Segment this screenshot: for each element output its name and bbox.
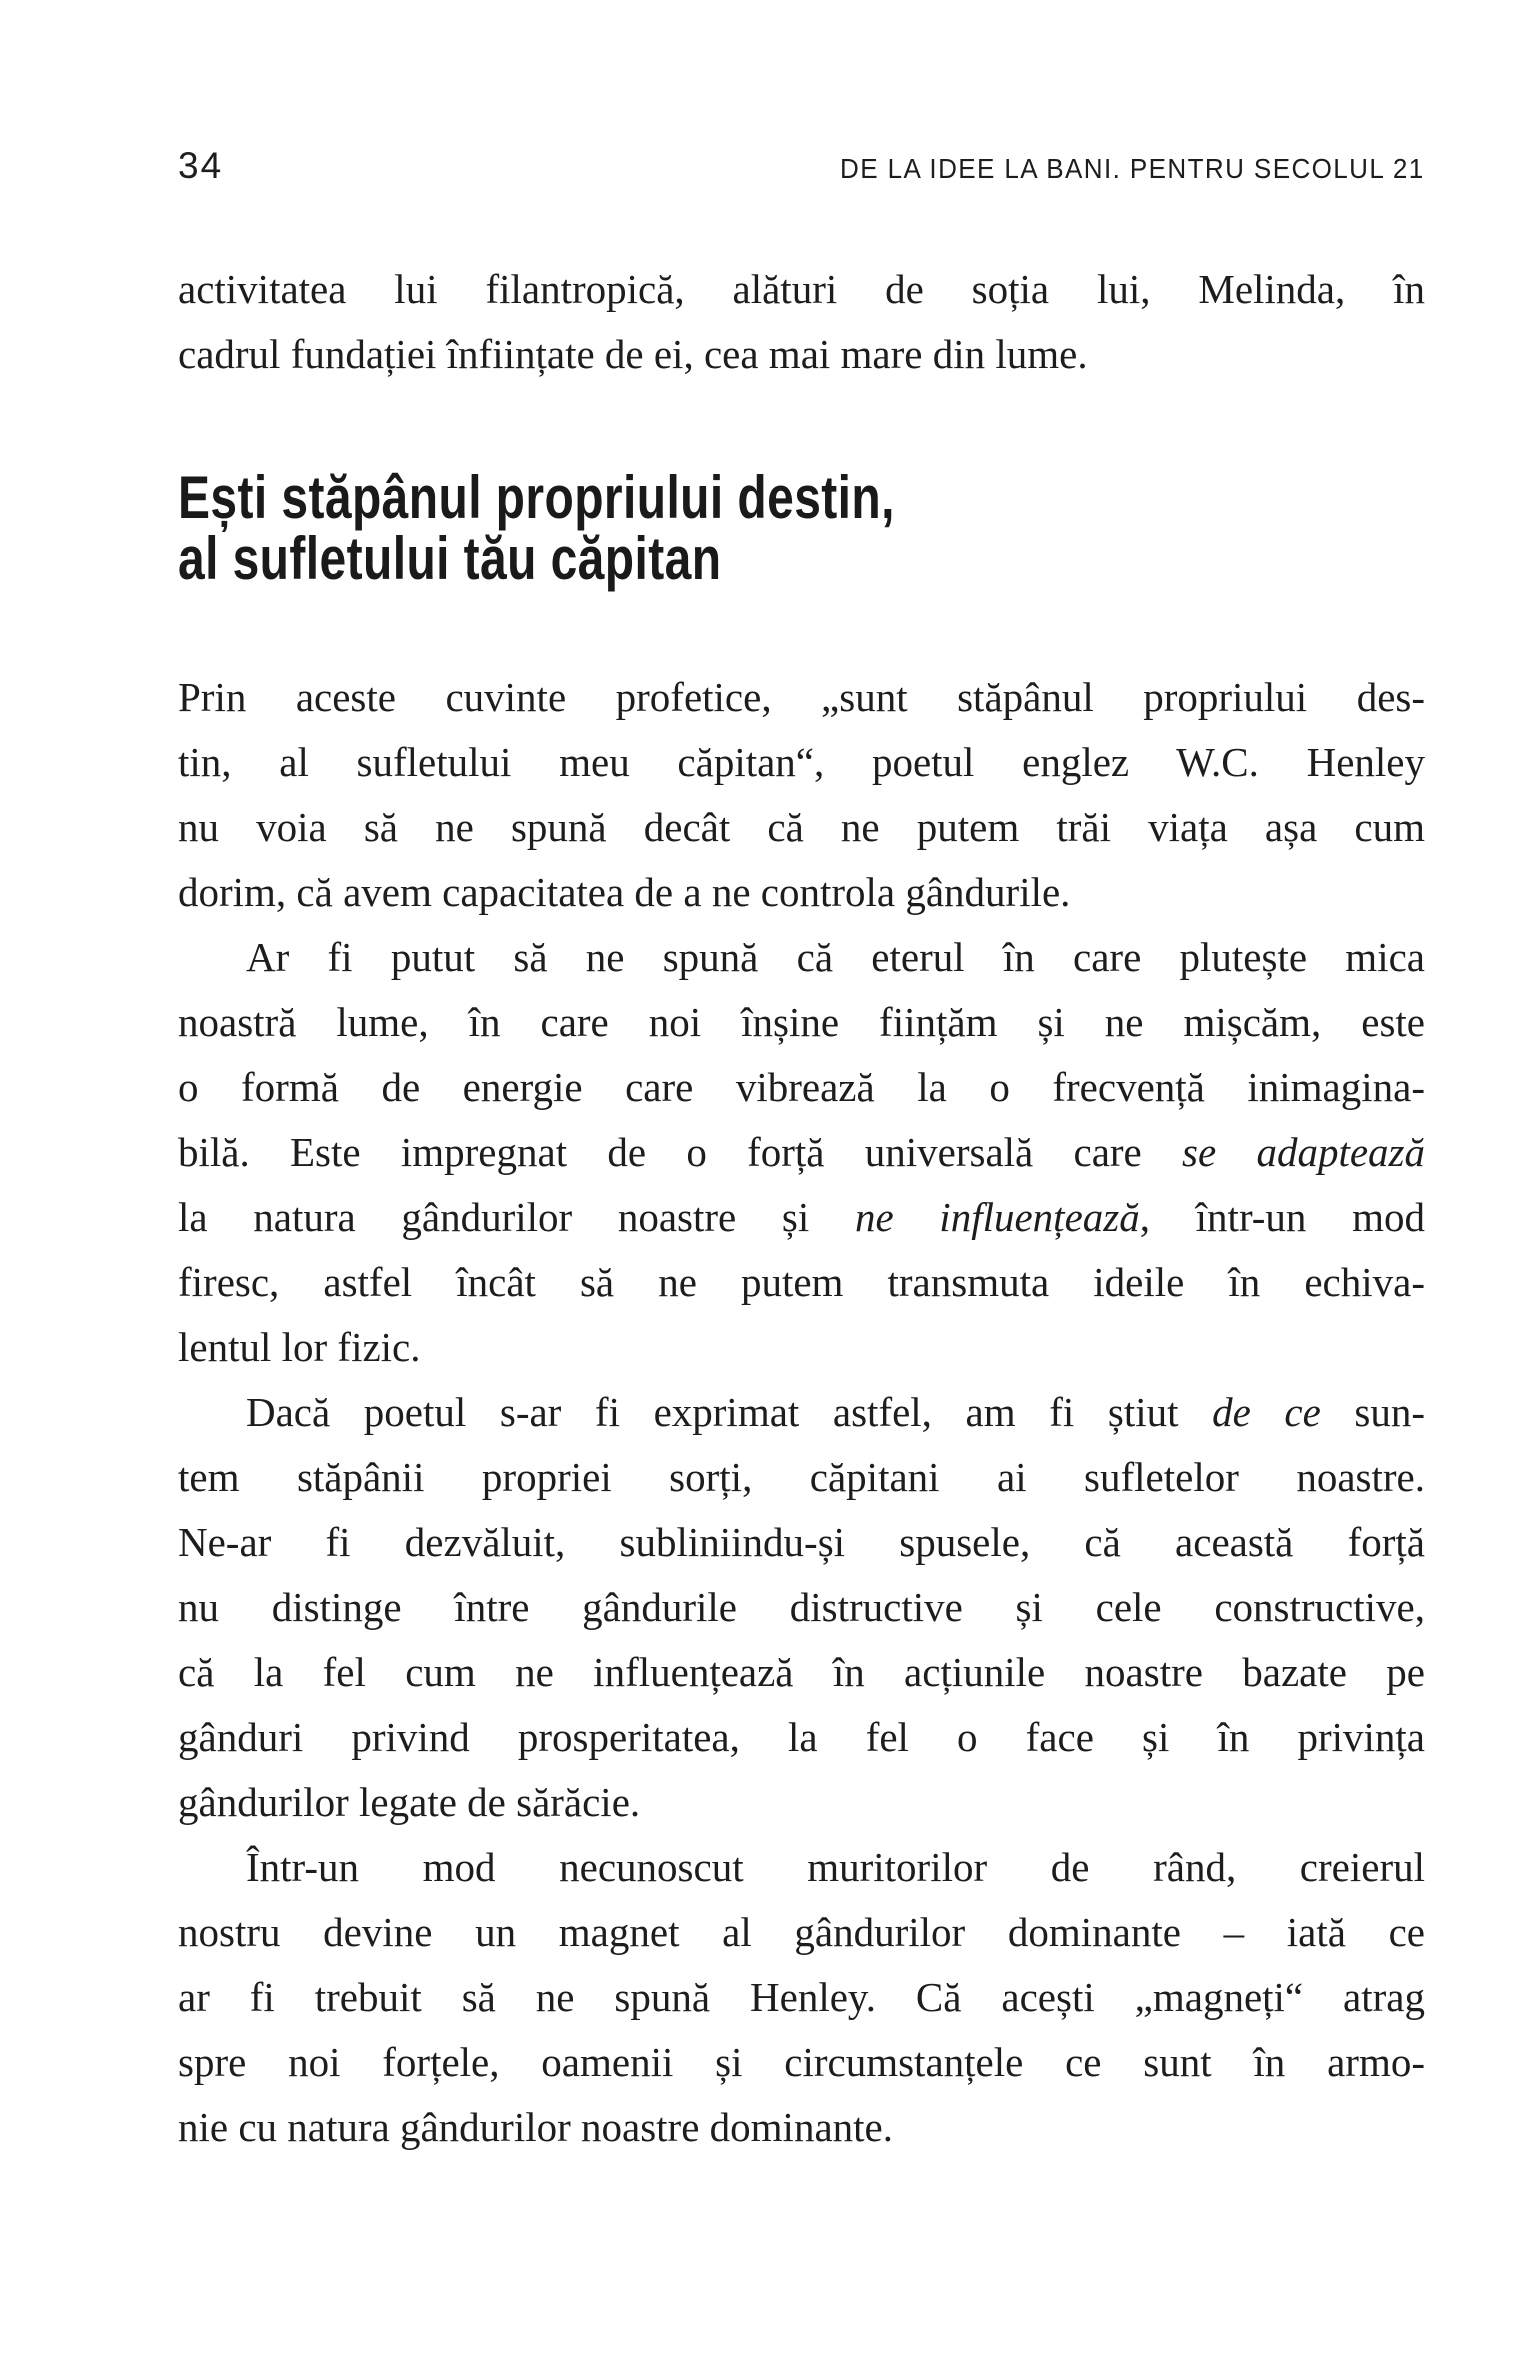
paragraph	[178, 665, 1425, 925]
text-line: Ne-ar fi dezvăluit, subliniindu-și spusele, că această forță	[178, 1519, 1425, 1565]
italic-text: ne influențează	[854, 1194, 1140, 1240]
heading-line	[178, 525, 1425, 592]
page-header	[178, 0, 1425, 187]
text-line: Prin aceste cuvinte profetice, „sunt stăpânul propriului des-	[178, 674, 1425, 720]
text-line: nie cu natura gândurilor noastre dominante.	[178, 2104, 893, 2150]
text-line: cadrul fundației înființate de ei, cea mai mare din lume.	[178, 331, 1088, 377]
text-line: tem stăpânii propriei sorți, căpitani ai sufletelor noastre.	[178, 1454, 1425, 1500]
text-line: Dacă poetul s-ar fi exprimat astfel, am fi știut de ce sun-	[246, 1389, 1426, 1435]
page-number: 34	[178, 145, 224, 186]
text-line: ar fi trebuit să ne spună Henley. Că acești „magneți“ atrag	[178, 1974, 1425, 2020]
paragraph	[178, 925, 1425, 1380]
text-line: Într-un mod necunoscut muritorilor de rând, creierul	[246, 1844, 1425, 1890]
paragraph	[178, 1380, 1425, 1835]
heading-text: Ești stăpânul propriului destin,	[178, 464, 895, 531]
heading-line	[178, 464, 1425, 531]
text-line: o formă de energie care vibrează la o frecvență inimagina-	[178, 1064, 1425, 1110]
text-line: nostru devine un magnet al gândurilor dominante – iată ce	[178, 1909, 1425, 1955]
text-line: spre noi forțele, oamenii și circumstanțele ce sunt în armo-	[178, 2039, 1425, 2085]
section-heading	[178, 464, 1425, 592]
heading-text: al sufletului tău căpitan	[178, 525, 722, 592]
text-line: activitatea lui filantropică, alături de soția lui, Melinda, în	[178, 266, 1425, 312]
text-line: gândurilor legate de sărăcie.	[178, 1779, 641, 1825]
text-line: noastră lume, în care noi înșine ființăm și ne mișcăm, este	[178, 999, 1425, 1045]
text-line: la natura gândurilor noastre și ne influențează, într-un mod	[178, 1194, 1425, 1240]
italic-text: de ce	[1212, 1389, 1321, 1435]
page-body	[178, 257, 1425, 2160]
text-line: firesc, astfel încât să ne putem transmuta ideile în echiva-	[178, 1259, 1425, 1305]
text-line: tin, al sufletului meu căpitan“, poetul englez W.C. Henley	[178, 739, 1425, 785]
paragraph	[178, 1835, 1425, 2160]
text-line: bilă. Este impregnat de o forță universală care se adaptează	[178, 1129, 1425, 1175]
text-line: nu distinge între gândurile distructive și cele constructive,	[178, 1584, 1425, 1630]
text-line: că la fel cum ne influențează în acțiunile noastre bazate pe	[178, 1649, 1425, 1695]
paragraph	[178, 257, 1425, 387]
text-line: lentul lor fizic.	[178, 1324, 421, 1370]
italic-text: se adaptează	[1182, 1129, 1425, 1175]
text-line: Ar fi putut să ne spună că eterul în care plutește mica	[246, 934, 1425, 980]
running-title: DE LA IDEE LA BANI. PENTRU SECOLUL 21	[840, 153, 1425, 184]
text-line: gânduri privind prosperitatea, la fel o face și în privința	[178, 1714, 1425, 1760]
text-line: dorim, că avem capacitatea de a ne controla gândurile.	[178, 869, 1071, 915]
text-line: nu voia să ne spună decât că ne putem trăi viața așa cum	[178, 804, 1425, 850]
